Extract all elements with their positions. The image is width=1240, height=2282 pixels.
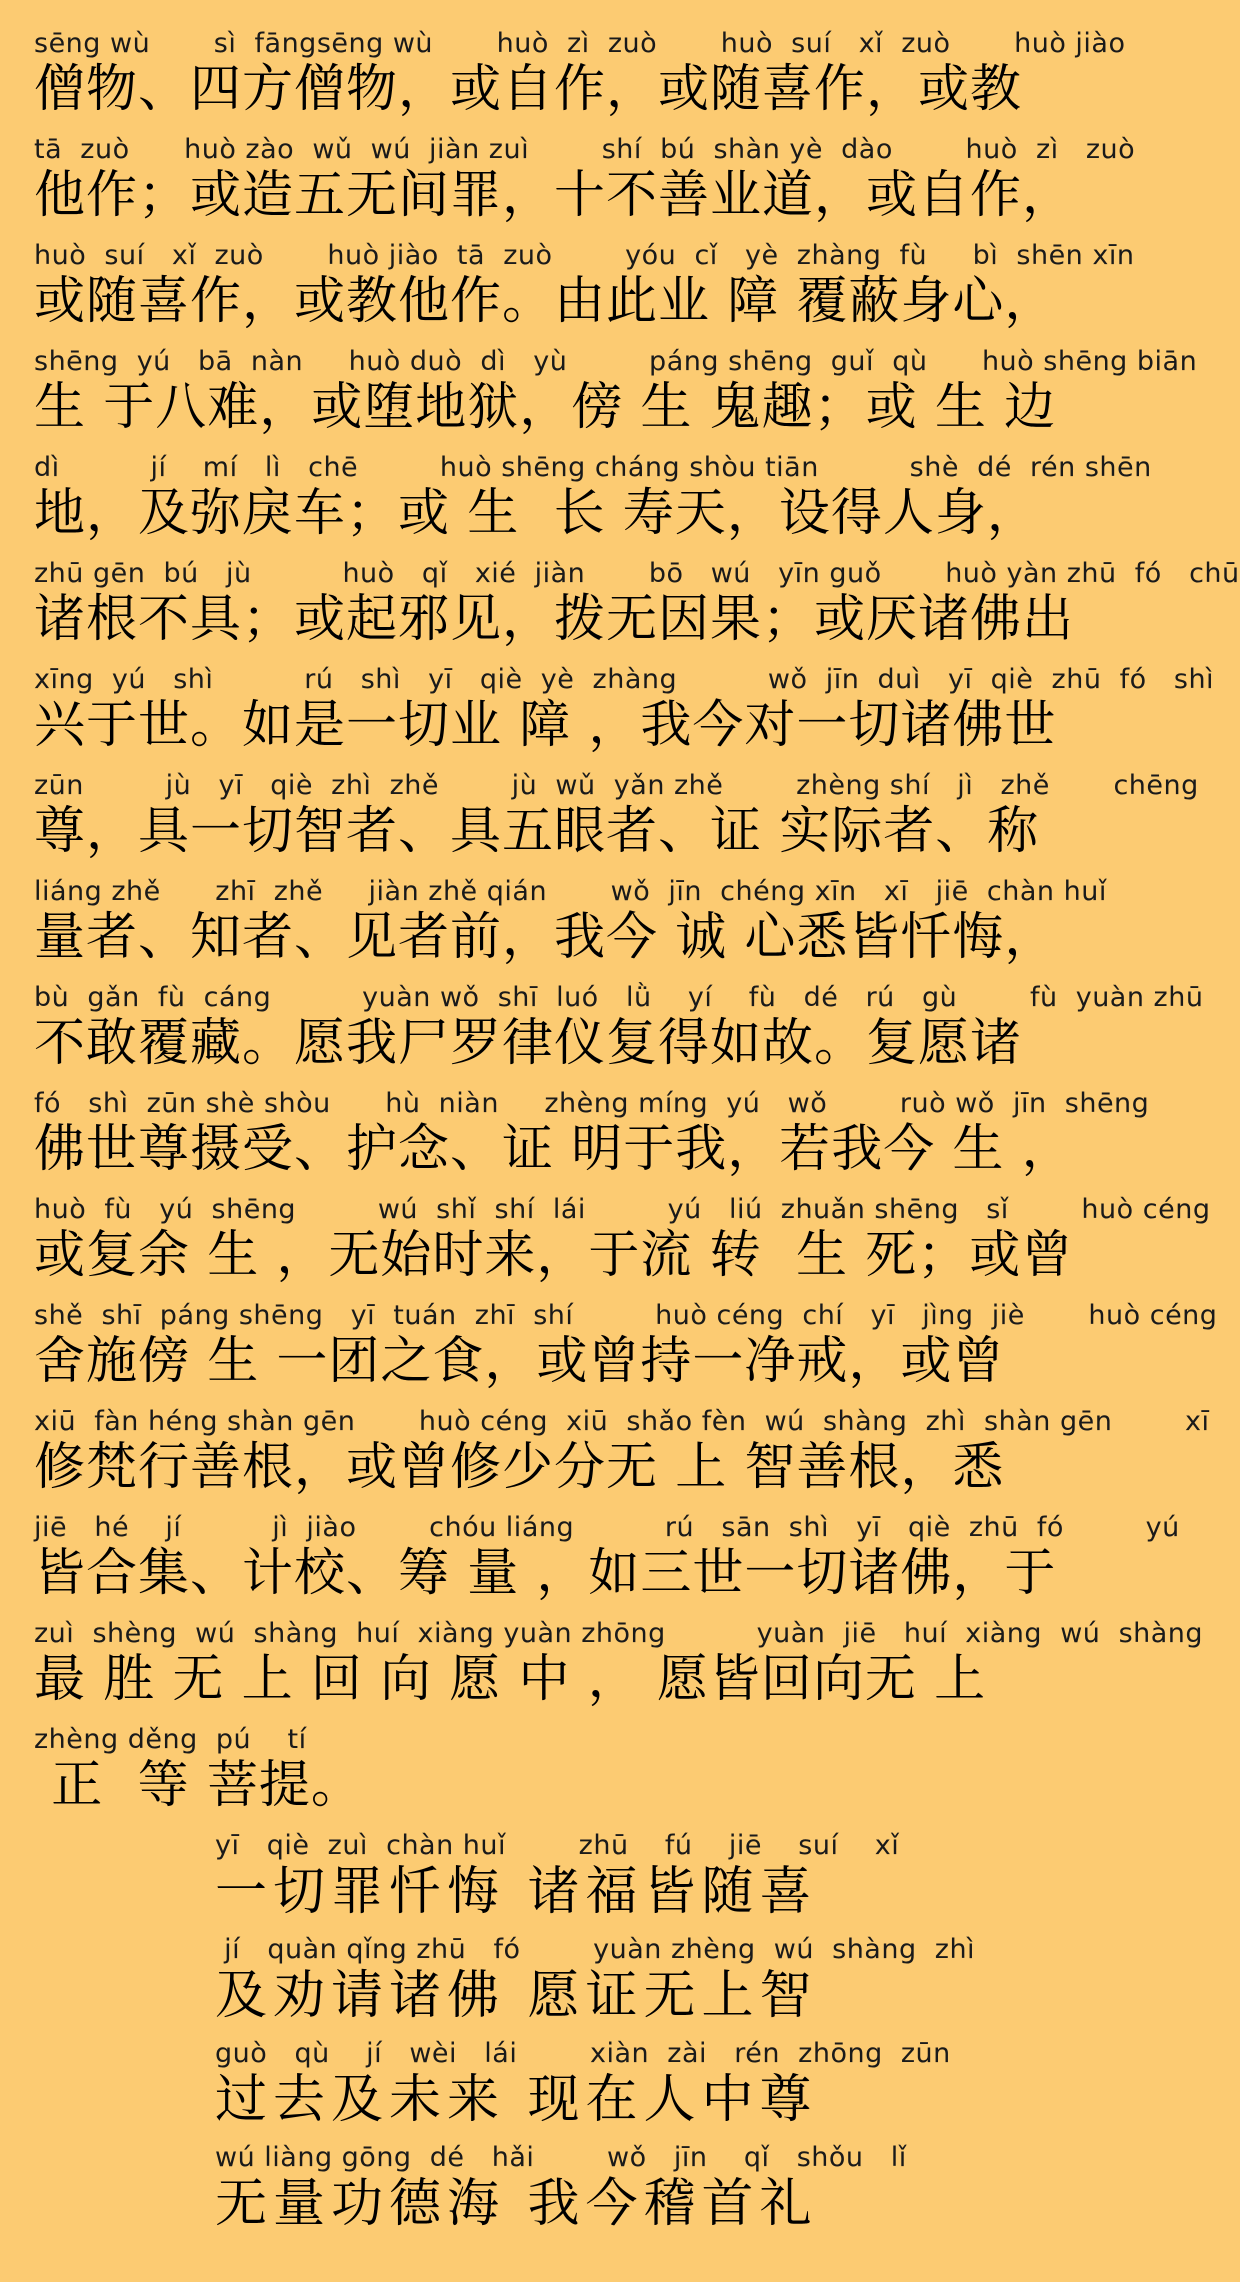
pinyin-row: jiē hé jí jì jiào chóu liáng rú sān shì yī qiè zhū fó yú <box>34 1512 1180 1543</box>
text-line <box>34 1618 1204 1712</box>
hanzi-row: 正 等 菩提。 <box>34 1756 363 1815</box>
pinyin-row: huò suí xǐ zuò huò jiào tā zuò yóu cǐ yè zhàng fù bì shēn xīn <box>34 240 1135 271</box>
pinyin-row: xīng yú shì rú shì yī qiè yè zhàng wǒ jīn duì yī qiè zhū fó shì <box>34 664 1215 695</box>
text-line <box>34 558 1240 652</box>
hanzi-row: 皆合集、计校、筹 量 ，如三世一切诸佛，于 <box>34 1544 1057 1603</box>
hanzi-row: 地，及弥戾车；或 生 长 寿天，设得人身， <box>34 484 1039 543</box>
pinyin-row: tā zuò huò zào wǔ wú jiàn zuì shí bú shàn yè dào huò zì zuò <box>34 134 1136 165</box>
text-line <box>34 1088 1150 1182</box>
hanzi-row: 及劝请诸佛 愿证无上智 <box>215 1966 818 2026</box>
verse-line <box>215 1830 975 1924</box>
pinyin-row: shě shī páng shēng yī tuán zhī shí huò céng chí yī jìng jiè huò céng <box>34 1300 1218 1331</box>
text-line <box>34 134 1136 228</box>
hanzi-row: 舍施傍 生 一团之食，或曾持一净戒，或曾 <box>34 1332 1005 1391</box>
pinyin-row: zūn jù yī qiè zhì zhě jù wǔ yǎn zhě zhèng shí jì zhě chēng <box>34 770 1199 801</box>
hanzi-row: 尊，具一切智者、具五眼者、证 实际者、称 <box>34 802 1040 861</box>
text-line <box>34 770 1199 864</box>
pinyin-row: dì jí mí lì chē huò shēng cháng shòu tiān shè dé rén shēn <box>34 452 1152 483</box>
text-line <box>34 1406 1210 1500</box>
text-line <box>34 1300 1218 1394</box>
hanzi-row: 诸根不具；或起邪见，拨无因果；或厌诸佛出 <box>34 590 1075 649</box>
hanzi-row: 过去及未来 现在人中尊 <box>215 2070 818 2130</box>
hanzi-row: 或复余 生 ，无始时来，于流 转 生 死；或曾 <box>34 1226 1074 1285</box>
pinyin-row: sēng wù sì fāngsēng wù huò zì zuò huò suí xǐ zuò huò jiào <box>34 28 1126 59</box>
verse-line <box>215 1934 975 2028</box>
text-line <box>34 1512 1180 1606</box>
hanzi-row: 一切罪忏悔 诸福皆随喜 <box>215 1862 818 1922</box>
text-line <box>34 1194 1211 1288</box>
hanzi-row: 兴于世。如是一切业 障 ，我今对一切诸佛世 <box>34 696 1057 755</box>
pinyin-row: zhū gēn bú jù huò qǐ xié jiàn bō wú yīn guǒ huò yàn zhū fó chū <box>34 558 1240 589</box>
hanzi-row: 不敢覆藏。愿我尸罗律仪复得如故。复愿诸 <box>34 1014 1023 1073</box>
pinyin-row: zuì shèng wú shàng huí xiàng yuàn zhōng yuàn jiē huí xiàng wú shàng <box>34 1618 1204 1649</box>
pinyin-row: fó shì zūn shè shòu hù niàn zhèng míng yú wǒ ruò wǒ jīn shēng <box>34 1088 1150 1119</box>
text-line <box>34 1724 1054 1818</box>
pinyin-row: liáng zhě zhī zhě jiàn zhě qián wǒ jīn chéng xīn xī jiē chàn huǐ <box>34 876 1107 907</box>
text-line <box>34 28 1126 122</box>
hanzi-row: 生 于八难，或堕地狱，傍 生 鬼趣；或 生 边 <box>34 378 1057 437</box>
pinyin-row: wú liàng gōng dé hǎi wǒ jīn qǐ shǒu lǐ <box>215 2142 907 2173</box>
hanzi-row: 僧物、四方僧物，或自作，或随喜作，或教 <box>34 60 1023 119</box>
verse-line <box>215 2038 975 2132</box>
hanzi-row: 或随喜作，或教他作。由此业 障 覆蔽身心， <box>34 272 1057 331</box>
text-line <box>34 240 1135 334</box>
pinyin-row: jí quàn qǐng zhū fó yuàn zhèng wú shàng zhì <box>215 1934 976 1965</box>
pinyin-row: bù gǎn fù cáng yuàn wǒ shī luó lǜ yí fù dé rú gù fù yuàn zhū <box>34 982 1204 1013</box>
pinyin-row: zhèng děng pú tí <box>34 1724 307 1755</box>
verse-line <box>215 2142 975 2236</box>
pinyin-row: huò fù yú shēng wú shǐ shí lái yú liú zhuǎn shēng sǐ huò céng <box>34 1194 1211 1225</box>
pinyin-row: shēng yú bā nàn huò duò dì yù páng shēng guǐ qù huò shēng biān <box>34 346 1198 377</box>
hanzi-row: 佛世尊摄受、护念、证 明于我，若我今 生 ， <box>34 1120 1074 1179</box>
text-line <box>34 664 1215 758</box>
text-line <box>34 346 1198 440</box>
text-line <box>34 452 1152 546</box>
hanzi-row: 他作；或造五无间罪，十不善业道，或自作， <box>34 166 1075 225</box>
text-line <box>34 982 1204 1076</box>
hanzi-row: 无量功德海 我今稽首礼 <box>215 2174 818 2234</box>
hanzi-row: 修梵行善根，或曾修少分无 上 智善根，悉 <box>34 1438 1005 1497</box>
pinyin-row: yī qiè zuì chàn huǐ zhū fú jiē suí xǐ <box>215 1830 900 1861</box>
hanzi-row: 最 胜 无 上 回 向 愿 中 ， 愿皆回向无 上 <box>34 1650 987 1709</box>
pinyin-row: xiū fàn héng shàn gēn huò céng xiū shǎo fèn wú shàng zhì shàn gēn xī <box>34 1406 1210 1437</box>
hanzi-row: 量者、知者、见者前，我今 诚 心悉皆忏悔， <box>34 908 1057 967</box>
text-line <box>34 876 1107 970</box>
pinyin-row: guò qù jí wèi lái xiàn zài rén zhōng zūn <box>215 2038 951 2069</box>
